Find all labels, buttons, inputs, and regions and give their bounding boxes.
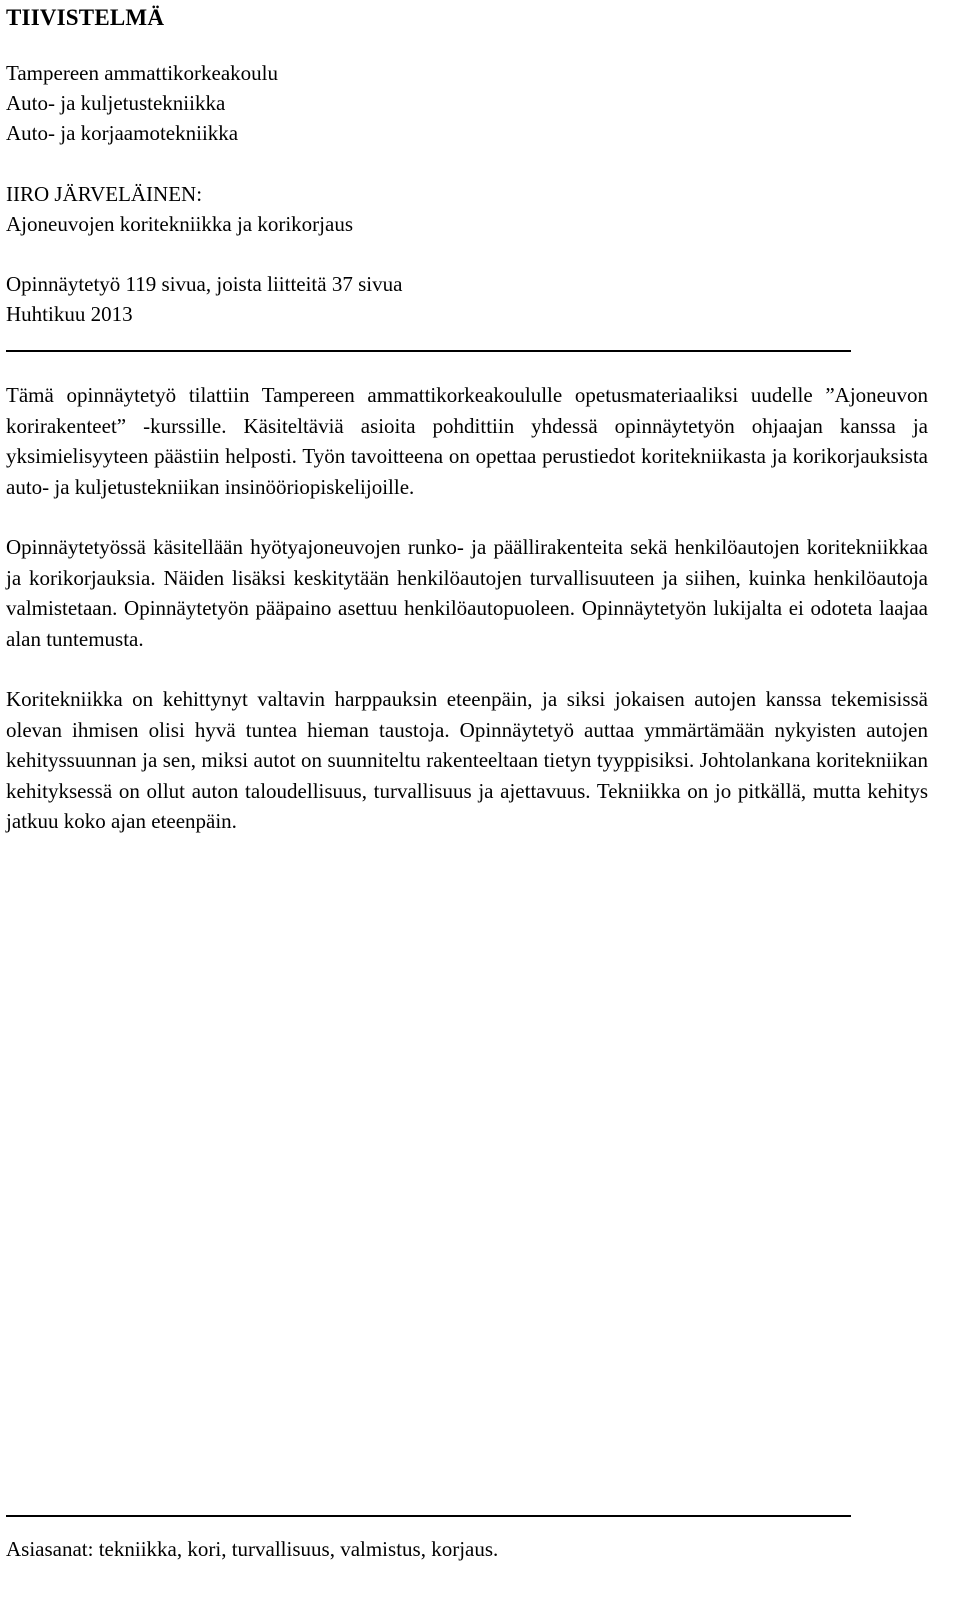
author-name: IIRO JÄRVELÄINEN: — [6, 182, 203, 206]
document-page — [6, 0, 928, 1610]
institution-block — [6, 58, 278, 148]
abstract-paragraph: Tämä opinnäytetyö tilattiin Tampereen ammattikorkeakoululle opetusmateriaaliksi uudelle ”Ajoneuvon korirakenteet” -kurssille. Käsiteltäviä asioita pohdittiin yhdessä opinnäytetyön ohjaajan kanssa ja yksimielisyyteen päästiin helposti. Työn tavoitteena on opettaa perustiedot koritekniikasta ja korikorjauksista auto- ja kuljetustekniikan insinööriopiskelijoille. — [6, 383, 928, 499]
abstract-paragraph: Opinnäytetyössä käsitellään hyötyajoneuvojen runko- ja päällirakenteita sekä henkilöautojen koritekniikkaa ja korikorjauksia. Näiden lisäksi keskitytään henkilöautojen turvallisuuteen ja siihen, kuinka henkilöautoja valmistetaan. Opinnäytetyön pääpaino asettuu henkilöautopuoleen. Opinnäytetyön lukijalta ei odoteta laajaa alan tuntemusta. — [6, 535, 928, 651]
institution-name: Tampereen ammattikorkeakoulu — [6, 61, 279, 85]
author-block — [6, 179, 353, 239]
degree-programme: Auto- ja kuljetustekniikka — [6, 91, 226, 115]
top-divider — [6, 350, 851, 352]
specialisation: Auto- ja korjaamotekniikka — [6, 121, 239, 145]
keywords: Asiasanat: tekniikka, kori, turvallisuus, valmistus, korjaus. — [6, 1537, 499, 1561]
page-count: Opinnäytetyö 119 sivua, joista liitteitä 37 sivua — [6, 272, 403, 296]
abstract-body — [6, 380, 928, 867]
abstract-paragraph: Koritekniikka on kehittynyt valtavin harppauksin eteenpäin, ja siksi jokaisen autojen kanssa tekemisissä olevan ihmisen olisi hyvä tuntea hieman taustoja. Opinnäytetyö auttaa ymmärtämään nykyisten autojen kehityssuunnan ja sen, miksi autot on suunniteltu rakenteeltaan tietyn tyyppisiksi. Johtolankana koritekniikan kehityksessä on ollut auton taloudellisuus, turvallisuus ja ajettavuus. Tekniikka on jo pitkällä, mutta kehitys jatkuu koko ajan eteenpäin. — [6, 687, 928, 833]
bottom-divider — [6, 1515, 851, 1517]
abstract-heading: TIIVISTELMÄ — [6, 5, 165, 30]
thesis-title: Ajoneuvojen koritekniikka ja korikorjaus — [6, 212, 354, 236]
thesis-info-block — [6, 269, 402, 329]
publication-date: Huhtikuu 2013 — [6, 302, 133, 326]
